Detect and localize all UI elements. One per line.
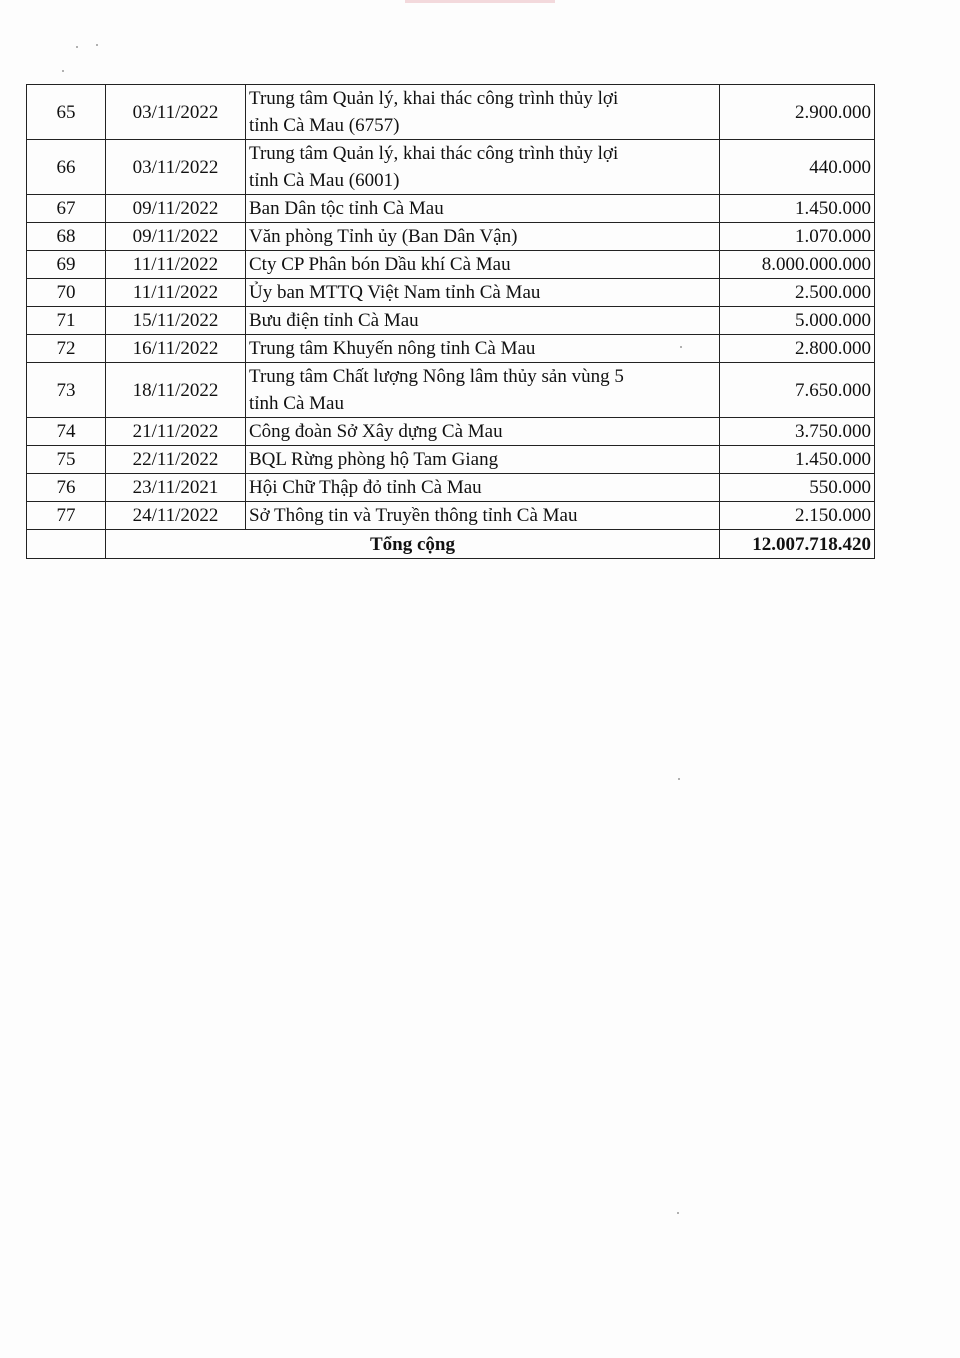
table-row	[27, 363, 875, 418]
row-amount: 1.450.000	[720, 446, 875, 474]
row-donor: Công đoàn Sở Xây dựng Cà Mau	[246, 418, 720, 446]
row-amount: 1.070.000	[720, 223, 875, 251]
row-amount: 5.000.000	[720, 307, 875, 335]
row-number: 71	[27, 307, 106, 335]
donor-line: tỉnh Cà Mau	[249, 393, 344, 414]
row-amount: 8.000.000.000	[720, 251, 875, 279]
donor-line: Trung tâm Chất lượng Nông lâm thủy sản vùng 5	[249, 366, 624, 387]
row-number: 75	[27, 446, 106, 474]
row-date: 11/11/2022	[106, 251, 246, 279]
scan-speck	[62, 70, 64, 72]
scan-mark	[405, 0, 555, 3]
row-donor: Sở Thông tin và Truyền thông tỉnh Cà Mau	[246, 502, 720, 530]
row-date: 15/11/2022	[106, 307, 246, 335]
row-donor	[246, 363, 720, 418]
row-number: 77	[27, 502, 106, 530]
row-donor: Bưu điện tỉnh Cà Mau	[246, 307, 720, 335]
total-label: Tổng cộng	[106, 530, 720, 559]
row-date: 16/11/2022	[106, 335, 246, 363]
row-amount: 550.000	[720, 474, 875, 502]
donor-line: tỉnh Cà Mau (6757)	[249, 115, 400, 136]
table-row	[27, 85, 875, 140]
row-donor: Văn phòng Tỉnh ủy (Ban Dân Vận)	[246, 223, 720, 251]
total-amount: 12.007.718.420	[720, 530, 875, 559]
row-date: 03/11/2022	[106, 85, 246, 140]
scan-speck	[76, 46, 78, 48]
table-row	[27, 446, 875, 474]
table-row	[27, 223, 875, 251]
row-amount: 7.650.000	[720, 363, 875, 418]
donor-line: Trung tâm Quản lý, khai thác công trình thủy lợi	[249, 143, 619, 164]
scan-speck	[678, 778, 680, 780]
row-date: 23/11/2021	[106, 474, 246, 502]
row-number: 76	[27, 474, 106, 502]
table-row	[27, 307, 875, 335]
row-amount: 440.000	[720, 140, 875, 195]
row-donor: Ủy ban MTTQ Việt Nam tỉnh Cà Mau	[246, 279, 720, 307]
row-donor: BQL Rừng phòng hộ Tam Giang	[246, 446, 720, 474]
table-row	[27, 279, 875, 307]
row-number: 70	[27, 279, 106, 307]
row-number: 65	[27, 85, 106, 140]
total-empty-cell	[27, 530, 106, 559]
table-row	[27, 474, 875, 502]
donation-table	[26, 84, 875, 559]
row-amount: 2.500.000	[720, 279, 875, 307]
table-row	[27, 195, 875, 223]
row-date: 09/11/2022	[106, 195, 246, 223]
donor-line: tỉnh Cà Mau (6001)	[249, 170, 400, 191]
row-amount: 3.750.000	[720, 418, 875, 446]
row-donor: Ban Dân tộc tỉnh Cà Mau	[246, 195, 720, 223]
table-row	[27, 502, 875, 530]
row-date: 09/11/2022	[106, 223, 246, 251]
row-donor	[246, 85, 720, 140]
table-row	[27, 251, 875, 279]
row-number: 69	[27, 251, 106, 279]
table-row	[27, 335, 875, 363]
row-donor: Trung tâm Khuyến nông tỉnh Cà Mau	[246, 335, 720, 363]
row-amount: 2.150.000	[720, 502, 875, 530]
row-amount: 1.450.000	[720, 195, 875, 223]
row-number: 74	[27, 418, 106, 446]
row-number: 66	[27, 140, 106, 195]
row-date: 03/11/2022	[106, 140, 246, 195]
row-donor	[246, 140, 720, 195]
total-row	[27, 530, 875, 559]
row-amount: 2.900.000	[720, 85, 875, 140]
row-date: 22/11/2022	[106, 446, 246, 474]
row-date: 11/11/2022	[106, 279, 246, 307]
row-date: 21/11/2022	[106, 418, 246, 446]
scan-speck	[677, 1212, 679, 1214]
row-donor: Cty CP Phân bón Dầu khí Cà Mau	[246, 251, 720, 279]
table-row	[27, 140, 875, 195]
row-date: 18/11/2022	[106, 363, 246, 418]
table-row	[27, 418, 875, 446]
scan-speck	[96, 44, 98, 46]
row-date: 24/11/2022	[106, 502, 246, 530]
row-number: 67	[27, 195, 106, 223]
row-number: 68	[27, 223, 106, 251]
row-number: 72	[27, 335, 106, 363]
row-number: 73	[27, 363, 106, 418]
row-amount: 2.800.000	[720, 335, 875, 363]
donor-line: Trung tâm Quản lý, khai thác công trình thủy lợi	[249, 88, 619, 109]
row-donor: Hội Chữ Thập đỏ tỉnh Cà Mau	[246, 474, 720, 502]
